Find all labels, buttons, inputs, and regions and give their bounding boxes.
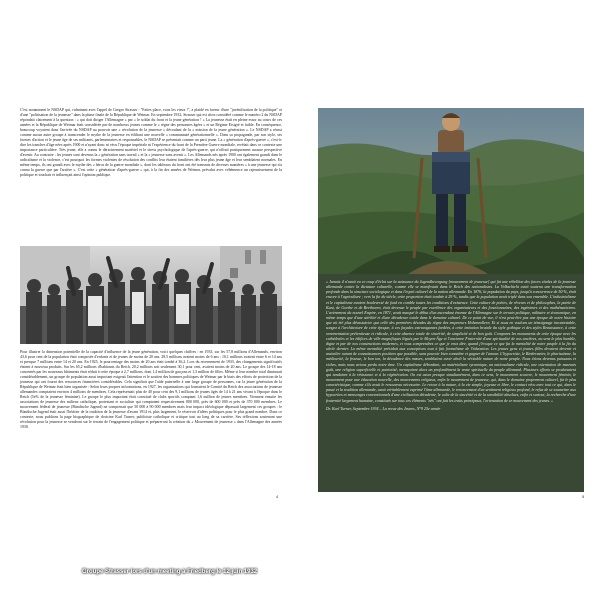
photo-caption: Groupe Strasser lors d'un meeting à Friedberg le 12 juin 1932	[82, 569, 258, 575]
quote-signature: Dr. Karl Turner, Septembre 1934 – La revue des Jeunes, N°9 25e année	[326, 405, 441, 411]
boy-overlooking-valley-painting	[318, 108, 584, 274]
bottom-paragraph	[20, 350, 282, 526]
page-number-left: 4	[276, 494, 279, 499]
right-page	[300, 0, 600, 600]
crowd-photo-image	[20, 246, 282, 344]
quote-panel	[318, 274, 584, 492]
quote-text: « Jamais il n'avait eu ce coup d'éclat sur la naissance du Jugendbewegung [mouvement de jeunesse] qui fut une rébellion des forces vitales de la jeunesse allemande contre la dictature culturelle, comme elle se manifestait dans le Reich des nationalistes. La Volkschicht avait soutenu une transformation profonde dans la structure sociologique et dans l'esprit culturel de la nation allemande. En 1876, la population du pays, jusqu'à concurrence de 50 %, était encore à l'agriculture ; vers la fin du siècle, cette proportion était tombée à 29 %, tandis que la population avait triplé dans son ensemble. L'industrialisme et le capitalisme avaient bouleversé de fond en comble toutes les conditions d'existence. Cette culture de poètes, de rêveurs et de philosophes, la patrie de Kant, de Goethe et de Beethoven, était devenue le peuple par excellence des organisateurs et des fonctionnaires, des ingénieurs et des mathématiciens. L'avènement du nouvel Empire, en 1871, avait marqué le début d'un ascendant énorme de l'Allemagne sur le terrain politique, militaire et économique, en même temps que d'une stérilité et d'une décadence totale dans le domaine culturel. De ce point de vue, il n'est peut-être pas une époque de notre histoire que ait été plus dévastatrice que celle des premières décades du règne des empereurs Hohenzollern. Et si nous en voulons un témoignage incontestable, songez à l'architecture de cette époque, à ces façades extravagantes fardées, à cette imitation brutale du style gothique et des styles Renaissance, à cette ornementation prétentieuse et ridicule, à cette absence totale de sincérité, de simplicité et de bon goût. Comparez les monuments de cette époque avec les cathédrales et les édifices de ville magnifiques légués par le Moyen-Âge et l'ancienne Fraternité d'une spiritualité de nos ancêtres, au sens le plus humble, digne et par de nos constructions modernes, et vous comprendrez ce que je veux dire, quand j'évoque ce que fut la mentalité de notre peuple à la fin du siècle dernier. La même mentalité présidait aux conceptions tout à fait formalisme de l'éducation. Les jeunes gens et jeunes filles devaient devenir et assimiler autant de connaissances positives que possible, sans pouvoir bien connaître et gagner de l'amour. L'hypocrisie, le Biedermeier, le pharisaïsme, la médiocrité, la frousse, le bon ton, la décadence des mœurs, semblaient avoir aboli la véritable nature de notre peuple. Nous étions devenus puissants et riches, mais nous avions perdu notre âme. Un capitalisme débordant, un matérialisme tyrannique, un nationalisme ridicule, une ostentation de mauvais goût, une religion superficielle et patriotisé, menaçaient alors un profondément la vente spirituelle du peuple allemand. Plusieurs efforts se produisaient qui tendaient à la résistance et à la régénération. On est assez presque simultanément, dans ce sens, le mouvement scouvre, le mouvement féminin, le mouvement pour une éducation nouvelle, des mouvements religieux, enfin le mouvement de jeunesse, qui, dans le domaine proprement culturel, fut le plus caractéristique, comme s'ils avait le renouveau nécessaire. Le retour à la nature, à la vie simple, joyeuse et libre, le contact vécu avec tout ce qui, dans le passé et la tradition allemande, avait véritablement exprimé l'âme allemande, le renoncement d'un sentiment religieux profond, le refus de se soumettre aux hypocrites et mensonges conventionnels d'une civilisation décadente, le culte de la sincérité et de la sensibilité absolues, enfin et surtout, la recherche d'une fraternité largement humaine, constitués sur tous ces éléments "nés" ont fait les traits principaux, l'orientation de ce mouvement des jeunes. »	[326, 279, 576, 403]
painting-illustration	[318, 108, 584, 274]
page-number-right: 5	[582, 494, 585, 499]
top-paragraph	[20, 108, 282, 242]
top-paragraph-text: C'est notamment le NSDAP qui, culminant avec l'appel de Gregor Strasser : "Faites place, vous les vieux !", a plaidé en faveur d'une "juvénilisation de la politique" et d'une "politisation de la jeunesse" dans la phase finale de la République de Weimar. En septembre 1932, Strasser qui est alors considéré comme le numéro 2 du NSDAP répondait clairement à la question : « qui doit diriger l'Allemagne » par « le soldat du front et la jeune génération ! » La jeunesse était en pleine essor au cours de ces années et la République de Weimar était considérée par de nombreux jeunes comme le « règne des personnes âgées » et un Régime Eisigré et faible. En conséquence, beaucoup voyaient dans l'arrivée du NSDAP au pouvoir une « révolution de la jeunesse » découlant de la « mission de la jeune génération ». Le NSDAP a réussi comme aucun autre groupe à transcender le mythe de la jeunesse en édifiant une nouvelle « communauté générationnelle ». Dans sa propagande, par son style, ses formes d'action et le jeune âge de ses militants, parlementaires et responsables, le NSDAP se présentait comme un parti jeune. La « génération d'après-guerre », c'est-à-dire les tranches d'âge nées après 1900 et n'ayant donc ni vécu l'époque impériale ni l'expérience du front de la Première Guerre mondiale, revêtait dans ce contexte une importance particulière. Très jeune, elle a connu le déracinement matériel et le stress psychologique de l'après-guerre, qui n'offrait pratiquement aucune perspective d'avenir. Au contraire : les jeunes sont devenus la « génération sans travail » et la « jeunesse sans avenir ». Les Allemands nés après 1900 ont également grandi dans le radicalisme et la violence, c'est pourquoi les formes violentes de résolution des conflits leur étaient familières dès leur plus jeune âge et leur semblaient normales. En même temps, ils ont grandi avec le mythe des « héros de la guerre mondiale », dont les tableaux du front ont été transmis de diverses manières « à une jeunesse qui n'a connu la guerre que par l'arrière ». C'est cette « génération d'après-guerre » qui, à la fin des années de Weimar, prévalut avec véhémence un rajeunissement de la politique et touchait et influençait ainsi l'opinion publique.	[20, 108, 282, 177]
bottom-paragraph-text: Pour illustrer la dimension potentielle de la capacité d'influence de la jeune génération, voici quelques chiffres : en 1933, sur les 57,8 millions d'Allemands, environ 43,6 pour cent de la population était composée d'enfants et de jeunes de moins de 20 ans. 28,5 millions avaient moins de 6 ans ; 10,1 millions avaient entre 6 et 14 ans et presque 7 millions entre 14 et 20 ans. En 1925, le pourcentage des moins de 20 ans était tombé à 36,2. Lors du recensement de 1933, des changements significatifs étaient à nouveau produits. Sur les 65,2 millions d'habitants du Reich, 20,2 millions soit seulement 30,1 pour cent, avaient moins de 20 ans. Le groupe des 14-18 ans concernés par les nouveaux bâtiments était réduit à cette époque à 2,7 millions, dont 1,4 million de garçons et 1,3 million de filles. Même si leur nombre total diminuait considérablement, un groupe de population aussi important exigeait l'attention et le soutien des hommes politiques de Weimar par le biais des efforts de protection de la jeunesse qui ont fourni des ressources financières considérables. Cela signifiait que l'aide paternelle à une large groupe de personnes, car la jeune génération de la République de Weimar était bien organisée : Selon leurs propres informations, en 1927, les organisations qui formaient le Comité du Reich des associations de jeunesse allemandes comptaient environ 4 millions de membres. Cela représentait plus de 40 pour cent des 9,1 millions de jeunes âgés de 14 à 21 ans vivant à l'époque dans le Reich (5e% de la jeunesse féminine). Le groupe le plus important était constitué de clubs sportifs comptant 1,6 million de jeunes membres. Viennent ensuite les associations de jeunesse des milieux catholique, protestant et socialiste qui comptaient respectivement 800 000, près de 600 000 et près de 370 000 membres. Le mouvement fédéral de jeunesse (Bündische Jugend) ne comprenait que 50 000 à 90 000 membres mais leur impact idéologique dépassait largement ces groupes : le Bündische Jugend était aussi l'héritier de la tradition de la jeunesse d'avant 1914 et, plus largement, le réservoir d'idées politiques pour le plus grand nombre. Dans ce contexte, nous publions la page biographique de doctrine Karl Turner, publiciste catholique et critique tout au long de sa carrière. Ses réflexions soutenant une révolution pour la jeunesse se vendront sur le terrain de l'engagement politique et prépareront la création du « Mouvement de jeunesse » dans l'Allemagne des années 1930.	[20, 350, 282, 429]
